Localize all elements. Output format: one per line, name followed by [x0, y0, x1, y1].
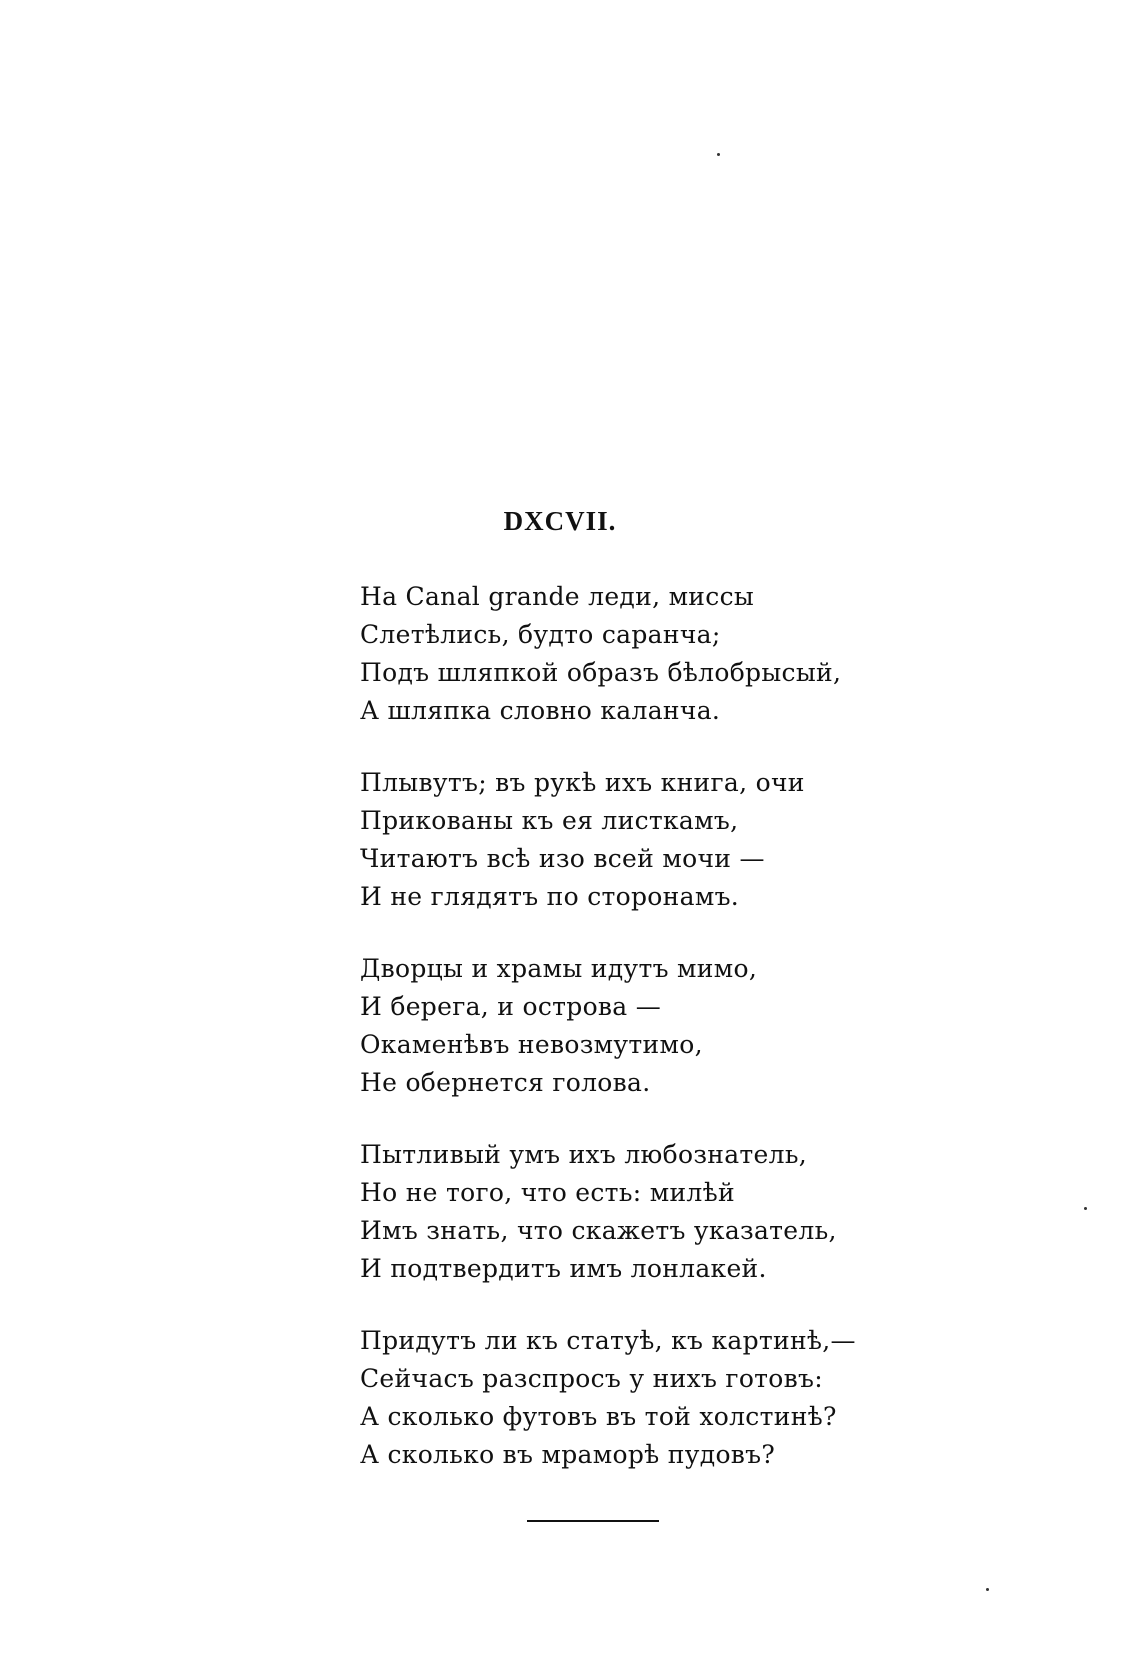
verse-line: Читаютъ всѣ изо всей мочи —: [360, 844, 765, 873]
print-speck: [717, 153, 720, 156]
verse-line: Подъ шляпкой образъ бѣлобрысый,: [360, 658, 842, 687]
stanza: [360, 764, 920, 916]
verse-line: На Canal grande леди, миссы: [360, 582, 755, 611]
verse-line: Дворцы и храмы идутъ мимо,: [360, 954, 758, 983]
verse-line: Имъ знать, что скажетъ указатель,: [360, 1216, 837, 1245]
verse-line: И не глядятъ по сторонамъ.: [360, 882, 740, 911]
verse-line: Сейчасъ разспросъ у нихъ готовъ:: [360, 1364, 823, 1393]
verse-line: И берега, и острова —: [360, 992, 662, 1021]
print-speck: [986, 1588, 989, 1591]
verse-line: А шляпка словно каланча.: [360, 696, 721, 725]
verse-line: Пытливый умъ ихъ любознатель,: [360, 1140, 807, 1169]
verse-line: А сколько футовъ въ той холстинѣ?: [360, 1402, 837, 1431]
stanza: [360, 578, 920, 730]
print-speck: [1084, 1207, 1087, 1210]
verse-line: Но не того, что есть: милѣй: [360, 1178, 735, 1207]
end-rule-divider: [527, 1520, 659, 1522]
verse-line: Придутъ ли къ статуѣ, къ картинѣ,—: [360, 1326, 856, 1355]
verse-line: Плывутъ; въ рукѣ ихъ книга, очи: [360, 768, 805, 797]
verse-line: И подтвердитъ имъ лонлакей.: [360, 1254, 767, 1283]
stanza: [360, 1322, 920, 1474]
verse-line: Прикованы къ ея листкамъ,: [360, 806, 739, 835]
poem-body: [360, 578, 920, 1508]
verse-line: Окаменѣвъ невозмутимо,: [360, 1030, 703, 1059]
stanza: [360, 950, 920, 1102]
verse-line: Не обернется голова.: [360, 1068, 651, 1097]
poem-number-heading: DXCVII.: [503, 506, 617, 536]
verse-line: А сколько въ мраморѣ пудовъ?: [360, 1440, 776, 1469]
stanza: [360, 1136, 920, 1288]
verse-line: Слетѣлись, будто саранча;: [360, 620, 721, 649]
